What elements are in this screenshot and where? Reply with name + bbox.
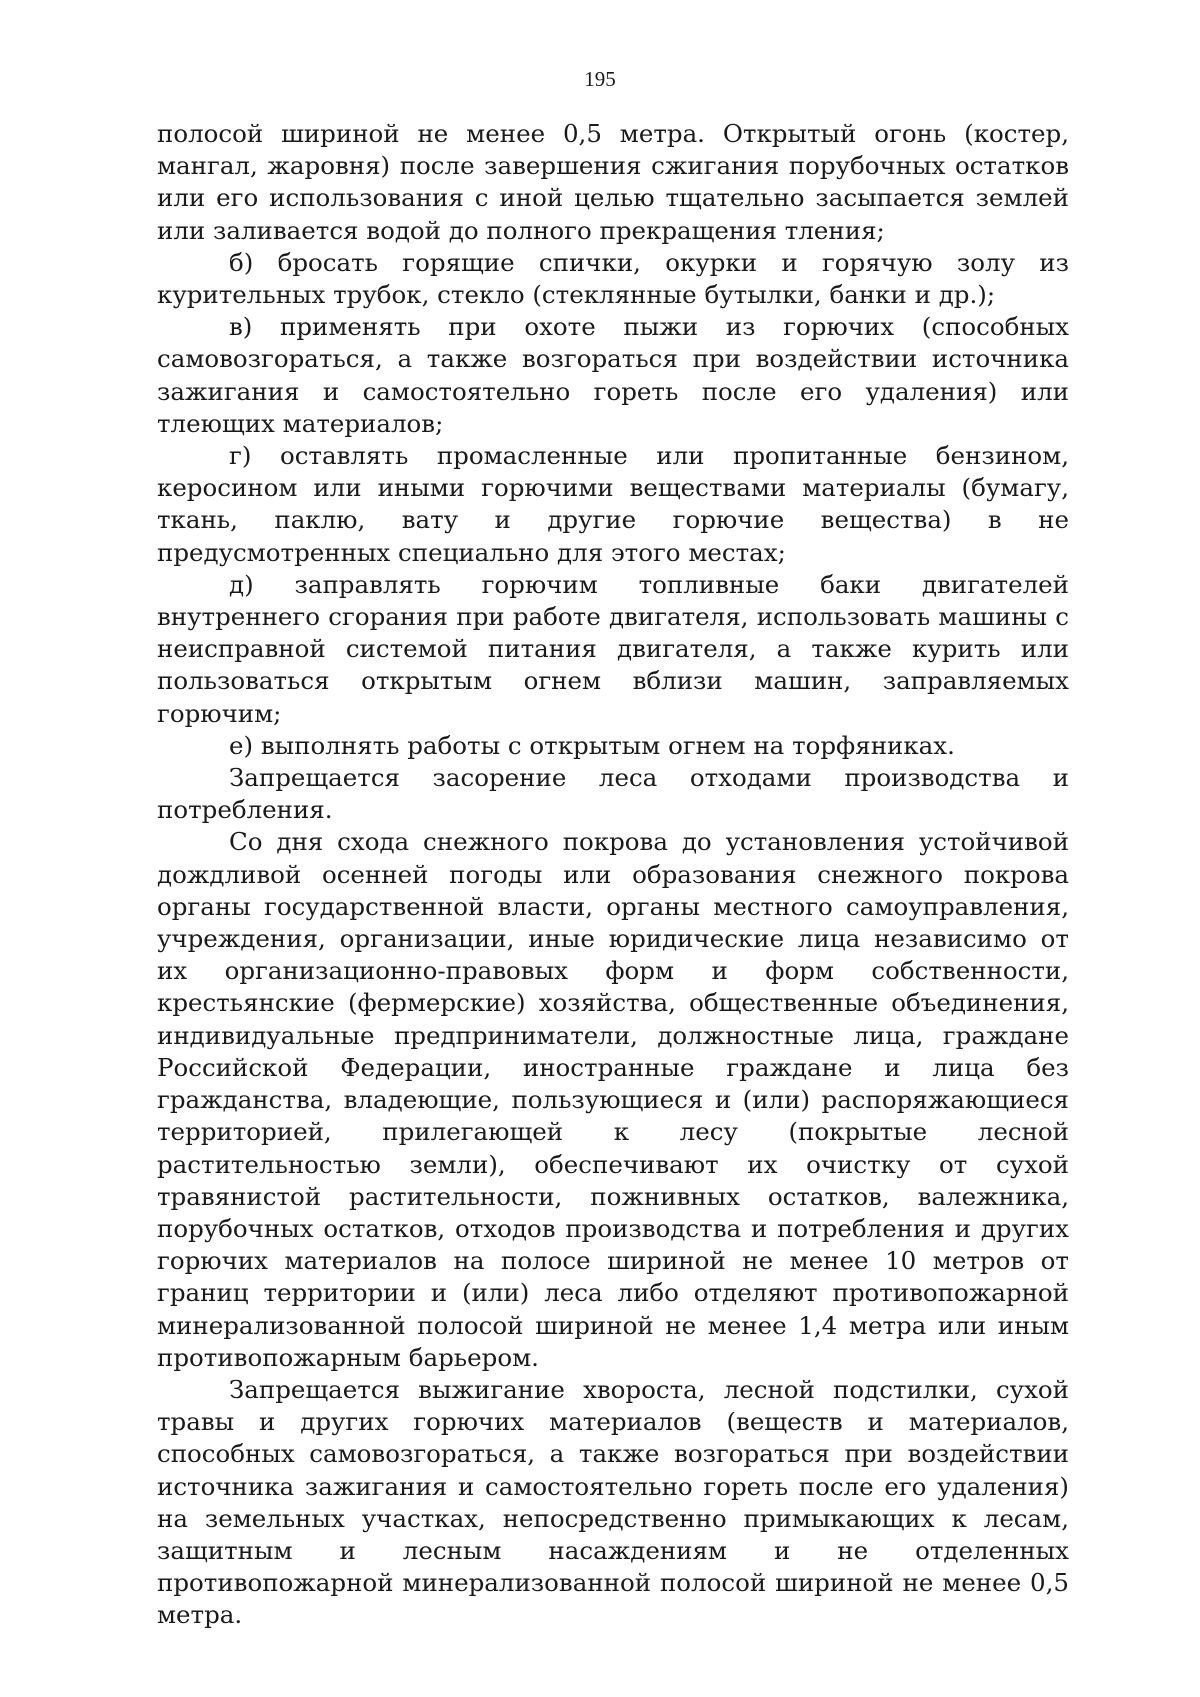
document-body: [157, 118, 1069, 1632]
paragraph-item-d: д) заправлять горючим топливные баки двигателей внутреннего сгорания при работе двигателя, использовать машины с неисправной системой питания двигателя, а также курить или пользоваться открытым огнем вблизи машин, заправляемых горючим;: [157, 569, 1069, 728]
paragraph-item-g: г) оставлять промасленные или пропитанные бензином, керосином или иными горючими веществами материалы (бумагу, ткань, паклю, вату и другие горючие вещества) в не предусмотренных специально для этого местах;: [157, 441, 1069, 567]
paragraph-clearing-obligation: Со дня схода снежного покрова до установления устойчивой дождливой осенней погоды или образования снежного покрова органы государственной власти, органы местного самоуправления, учреждения, организации, иные юридические лица независимо от их организационно-правовых форм и форм собственности, крестьянские (фермерские) хозяйства, общественные объединения, индивидуальные предприниматели, должностные лица, граждане Российской Федерации, иностранные граждане и лица без гражданства, владеющие, пользующиеся и (или) распоряжающиеся территорией, прилегающей к лесу (покрытые лесной растительностью земли), обеспечивают их очистку от сухой травянистой растительности, пожнивных остатков, валежника, порубочных остатков, отходов производства и потребления и других горючих материалов на полосе шириной не менее 10 метров от границ территории и (или) леса либо отделяют противопожарной минерализованной полосой шириной не менее 1,4 метра или иным противопожарным барьером.: [157, 827, 1069, 1372]
paragraph-item-v: в) применять при охоте пыжи из горючих (способных самовозгораться, а также возгораться при воздействии источника зажигания и самостоятельно гореть после его удаления) или тлеющих материалов;: [157, 312, 1069, 438]
paragraph-waste-prohibition: Запрещается засорение леса отходами производства и потребления.: [157, 763, 1069, 825]
paragraph-item-e: е) выполнять работы с открытым огнем на торфяниках.: [229, 730, 955, 760]
page-number: 195: [584, 67, 616, 91]
paragraph-continuation: полосой шириной не менее 0,5 метра. Открытый огонь (костер, мангал, жаровня) после завершения сжигания порубочных остатков или его использования с иной целью тщательно засыпается землей или заливается водой до полного прекращения тления;: [157, 119, 1069, 245]
paragraph-burning-prohibition: Запрещается выжигание хвороста, лесной подстилки, сухой травы и других горючих материалов (веществ и материалов, способных самовозгораться, а также возгораться при воздействии источника зажигания и самостоятельно гореть после его удаления) на земельных участках, непосредственно примыкающих к лесам, защитным и лесным насаждениям и не отделенных противопожарной минерализованной полосой шириной не менее 0,5 метра.: [157, 1374, 1069, 1630]
paragraph-item-b: б) бросать горящие спички, окурки и горячую золу из курительных трубок, стекло (стеклянные бутылки, банки и др.);: [157, 247, 1069, 310]
